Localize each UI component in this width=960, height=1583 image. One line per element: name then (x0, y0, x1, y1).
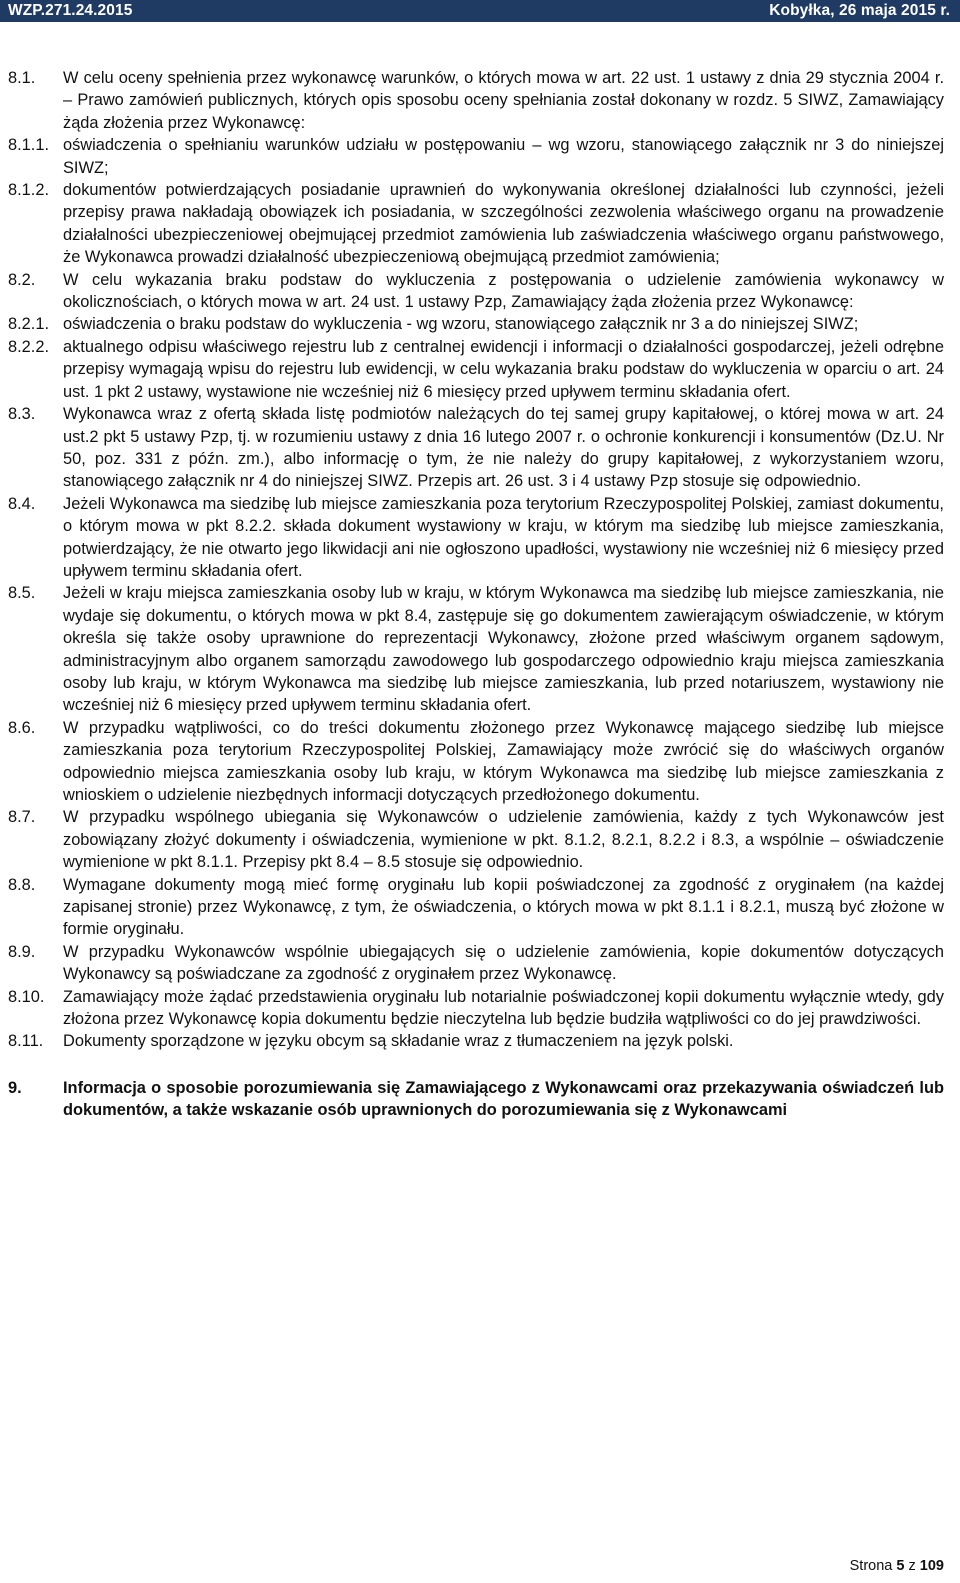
item-text: Zamawiający może żądać przedstawienia oryginału lub notarialnie poświadczonej kopii dokumentu wyłącznie wtedy, gdy złożona przez Wykonawcę kopia dokumentu będzie nieczytelna lub będzie budziła wątpliwości co do jej prawdziwości. (63, 987, 944, 1029)
list-item (8, 336, 944, 403)
list-item (8, 403, 944, 493)
list-item (8, 986, 944, 1031)
list-item (8, 717, 944, 807)
list-item (8, 179, 944, 269)
item-text: Wykonawca wraz z ofertą składa listę podmiotów należących do tej samej grupy kapitałowej, o której mowa w art. 24 ust.2 pkt 5 ustawy Pzp, tj. w rozumieniu ustawy z dnia 16 lutego 2007 r. o ochronie konkurencji i konsumentów (Dz.U. Nr 50, poz. 331 z późn. zm.), albo informację o tym, że nie należy do grupy kapitałowej, z wykorzystaniem wzoru, stanowiącego załącznik nr 4 do niniejszej SIWZ. Przepis art. 26 ust. 3 i 4 ustawy Pzp stosuje się odpowiednio. (63, 405, 944, 491)
item-text: W celu wykazania braku podstaw do wykluczenia z postępowania o udzielenie zamówienia wykonawcy w okolicznościach, o których mowa w art. 24 ust. 1 ustawy Pzp, Zamawiający żąda złożenia przez Wykonawcę: (63, 270, 944, 312)
item-number: 8.6. (8, 718, 36, 737)
list-item (8, 134, 944, 179)
list-item (8, 582, 944, 716)
item-number: 8.1.2. (8, 181, 50, 200)
item-number: 8.4. (8, 494, 36, 513)
list-item (8, 806, 944, 873)
page-header (0, 0, 960, 22)
item-number: 8.8. (8, 875, 36, 894)
item-number: 8.1. (8, 69, 36, 87)
list-item (8, 67, 944, 134)
page-number: 5 (896, 1558, 905, 1574)
list-item (8, 941, 944, 986)
item-text: oświadczenia o spełnianiu warunków udziału w postępowaniu – wg wzoru, stanowiącego załącznik nr 3 do niniejszej SIWZ; (63, 136, 944, 177)
page-footer (850, 1558, 944, 1574)
list-item (8, 874, 944, 941)
item-number: 8.2.2. (8, 337, 50, 356)
item-text: aktualnego odpisu właściwego rejestru lub z centralnej ewidencji i informacji o działalności gospodarczej, jeżeli odrębne przepisy wymagają wpisu do rejestru lub ewidencji, w celu wykazania braku podstaw do wykluczenia w oparciu o art. 24 ust. 1 pkt 2 ustawy, wystawione nie wcześniej niż 6 miesięcy przed upływem terminu składania ofert. (63, 337, 944, 401)
section-gap (8, 1053, 944, 1077)
item-number: 8.7. (8, 808, 36, 827)
list-item (8, 1030, 944, 1052)
page-label: Strona (849, 1558, 893, 1574)
item-text: W przypadku wspólnego ubiegania się Wykonawców o udzielenie zamówienia, każdy z tych Wykonawców jest zobowiązany złożyć dokumenty i oświadczenia, wymienione w pkt. 8.1.2, 8.2.1, 8.2.2 i 8.3, a wspólnie – oświadczenie wymienione w pkt 8.1.1. Przepisy pkt 8.4 – 8.5 stosuje się odpowiednio. (63, 808, 944, 872)
item-number: 8.5. (8, 584, 36, 603)
item-text: W przypadku wątpliwości, co do treści dokumentu złożonego przez Wykonawcę mającego siedzibę lub miejsce zamieszkania poza terytorium Rzeczypospolitej Polskiej, Zamawiający może zwrócić się do właściwych organów odpowiednio miejsca zamieszkania osoby lub kraju, w którym Wykonawca ma siedzibę lub miejsce zamieszkania z wnioskiem o udzielenie niezbędnych informacji dotyczących przedłożonego dokumentu. (63, 718, 944, 804)
item-number: 8.1.1. (8, 136, 50, 155)
document-body (8, 67, 944, 1122)
item-text: Wymagane dokumenty mogą mieć formę oryginału lub kopii poświadczonej za zgodność z oryginałem (na każdej zapisanej stronie) przez Wykonawcę, z tym, że oświadczenia, o których mowa w pkt 8.1.1 i 8.2.1, muszą być złożone w formie oryginału. (63, 875, 944, 939)
list-item (8, 493, 944, 583)
item-number: 8.3. (8, 405, 36, 424)
section-number: 9. (8, 1078, 22, 1097)
page-total: 109 (919, 1558, 944, 1574)
item-number: 8.10. (8, 987, 45, 1006)
section-title: Informacja o sposobie porozumiewania się Zamawiającego z Wykonawcami oraz przekazywania oświadczeń lub dokumentów, a także wskazanie osób uprawnionych do porozumiewania się z Wykonawcami (63, 1078, 944, 1120)
item-text: W celu oceny spełnienia przez wykonawcę warunków, o których mowa w art. 22 ust. 1 ustawy z dnia 29 stycznia 2004 r. – Prawo zamówień publicznych, których opis sposobu oceny spełniania został dokonany w rozdz. 5 SIWZ, Zamawiający żąda złożenia przez Wykonawcę: (63, 69, 944, 132)
item-text: Jeżeli w kraju miejsca zamieszkania osoby lub w kraju, w którym Wykonawca ma siedzibę lub miejsce zamieszkania, nie wydaje się dokumentu, o których mowa w pkt 8.4, zastępuje się go dokumentem zawierającym oświadczenie, w którym określa się także osoby uprawnione do reprezentacji Wykonawcy, złożone przed właściwym organem sądowym, administracyjnym albo organem samorządu zawodowego lub gospodarczego odpowiednio kraju miejsca zamieszkania osoby lub kraju, w którym Wykonawca ma siedzibę lub miejsce zamieszkania, lub przed notariuszem, wystawiony nie wcześniej niż 6 miesięcy przed upływem terminu składania ofert. (63, 584, 944, 715)
item-number: 8.2.1. (8, 315, 50, 334)
item-text: W przypadku Wykonawców wspólnie ubiegających się o udzielenie zamówienia, kopie dokumentów dotyczących Wykonawcy są poświadczane za zgodność z oryginałem przez Wykonawcę. (63, 942, 944, 984)
item-text: Dokumenty sporządzone w języku obcym są składanie wraz z tłumaczeniem na język polski. (63, 1032, 734, 1051)
list-item (8, 313, 944, 335)
list-item (8, 269, 944, 314)
item-text: oświadczenia o braku podstaw do wykluczenia - wg wzoru, stanowiącego załącznik nr 3 a do niniejszej SIWZ; (63, 315, 859, 334)
item-number: 8.2. (8, 270, 36, 289)
page-separator: z (908, 1558, 916, 1574)
item-number: 8.11. (8, 1032, 44, 1051)
document-reference: WZP.271.24.2015 (8, 2, 133, 19)
item-text: Jeżeli Wykonawca ma siedzibę lub miejsce zamieszkania poza terytorium Rzeczypospolitej Polskiej, zamiast dokumentu, o którym mowa w pkt 8.2.2. składa dokument wystawiony w kraju, w którym ma siedzibę lub miejsce zamieszkania, potwierdzający, że nie otwarto jego likwidacji ani nie ogłoszono upadłości, wystawiony nie wcześniej niż 6 miesięcy przed upływem terminu składania ofert. (63, 494, 944, 580)
document-date: Kobyłka, 26 maja 2015 r. (769, 2, 950, 19)
item-number: 8.9. (8, 942, 36, 961)
item-text: dokumentów potwierdzających posiadanie uprawnień do wykonywania określonej działalności lub czynności, jeżeli przepisy prawa nakładają obowiązek ich posiadania, w szczególności zezwolenia właściwego organu na prowadzenie działalności ubezpieczeniowej obejmującej przedmiot zamówienia lub zaświadczenia właściwego organu państwowego, że Wykonawca prowadzi działalność ubezpieczeniową obejmującą przedmiot zamówienia; (63, 181, 944, 267)
section-heading (8, 1077, 944, 1122)
